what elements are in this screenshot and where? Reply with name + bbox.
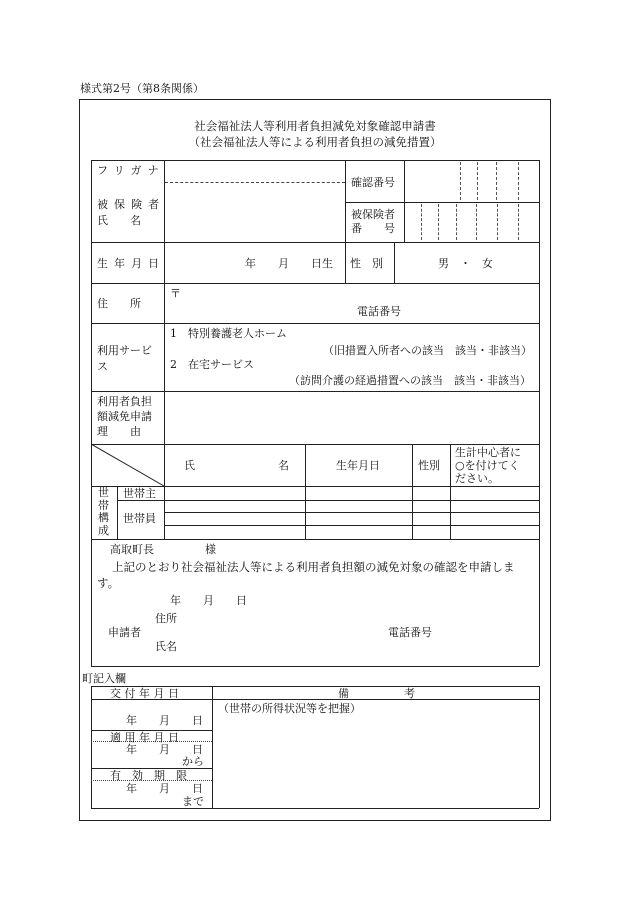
applicant-name-label: 氏名 <box>155 640 177 653</box>
request-text-2: す。 <box>97 576 120 590</box>
household-col-center: 生計中心者に <box>455 446 521 459</box>
household-col-sex: 性別 <box>418 459 440 472</box>
address-label: 住 所 <box>97 297 141 310</box>
household-col-name-2: 名 <box>278 459 289 472</box>
valid-until-suffix: まで <box>182 795 204 808</box>
request-date: 年 月 日 <box>170 594 247 607</box>
apply-from: から <box>182 755 204 768</box>
service-option-1: 1 特別養護老人ホーム <box>170 327 287 340</box>
remarks-note: （世帯の所得状況等を把握） <box>218 702 361 715</box>
header-diagonal <box>91 444 165 486</box>
remarks-label: 備 考 <box>338 687 415 700</box>
sex-label: 性 別 <box>350 257 383 270</box>
service-label: 利用サービ <box>97 344 152 357</box>
service-option-1-note: （旧措置入所者への該当 該当・非該当） <box>323 344 532 357</box>
insured-number-label-2: 番 号 <box>351 222 395 235</box>
reason-label: 利用者負担 <box>97 395 152 408</box>
service-option-2: 2 在宅サービス <box>170 358 254 371</box>
reason-label-3: 理 由 <box>97 425 141 438</box>
furigana-label: フリガナ <box>97 164 165 177</box>
insured-name-label-2: 氏 名 <box>97 214 141 227</box>
form-subtitle: （社会福祉法人等による利用者負担の減免措置） <box>188 135 442 149</box>
dob-value: 年 月 日生 <box>245 257 333 270</box>
honorific: 様 <box>205 543 216 556</box>
issue-date-value: 年 月 日 <box>126 714 203 727</box>
form-title: 社会福祉法人等利用者負担減免対象確認申請書 <box>194 119 436 133</box>
applicant-address-label: 住所 <box>155 612 177 625</box>
service-option-2-note: （訪問介護の経過措置への該当 該当・非該当） <box>289 374 531 387</box>
form-number: 様式第2号（第8条関係） <box>80 82 204 95</box>
valid-until-value: 年 月 日 <box>126 782 203 795</box>
household-col-dob: 生年月日 <box>336 459 380 472</box>
dob-label: 生年月日 <box>97 257 166 270</box>
postal-mark: 〒 <box>170 287 181 300</box>
service-label-2: ス <box>97 360 108 373</box>
household-side-label: 世 帯 構 成 <box>98 486 109 537</box>
insured-name-label: 被保険者 <box>97 198 166 211</box>
addressee: 高取町長 <box>110 543 154 556</box>
applicant-label: 申請者 <box>108 626 141 639</box>
issue-date-label: 交 付 年 月 日 <box>110 687 179 700</box>
household-col-center-3: ださい。 <box>455 472 499 485</box>
phone-label: 電話番号 <box>357 305 401 318</box>
household-col-center-2: ○を付けてく <box>455 459 520 472</box>
town-section-label: 町記入欄 <box>82 672 126 685</box>
household-head-label: 世帯主 <box>123 487 156 500</box>
household-col-name: 氏 <box>184 459 195 472</box>
reason-label-2: 額減免申請 <box>97 410 152 423</box>
apply-date-label: 適 用 年 月 日 <box>110 731 179 744</box>
confirm-number-label: 確認番号 <box>351 176 395 189</box>
request-text: 上記のとおり社会福祉法人等による利用者負担額の減免対象の確認を申請しま <box>112 560 515 574</box>
household-member-label: 世帯員 <box>123 512 156 525</box>
applicant-phone-label: 電話番号 <box>388 626 432 639</box>
valid-until-label: 有 効 期 限 <box>110 769 187 782</box>
insured-number-label: 被保険者 <box>351 208 395 221</box>
apply-date-value: 年 月 日 <box>126 743 203 756</box>
sex-value: 男 ・ 女 <box>438 257 493 270</box>
